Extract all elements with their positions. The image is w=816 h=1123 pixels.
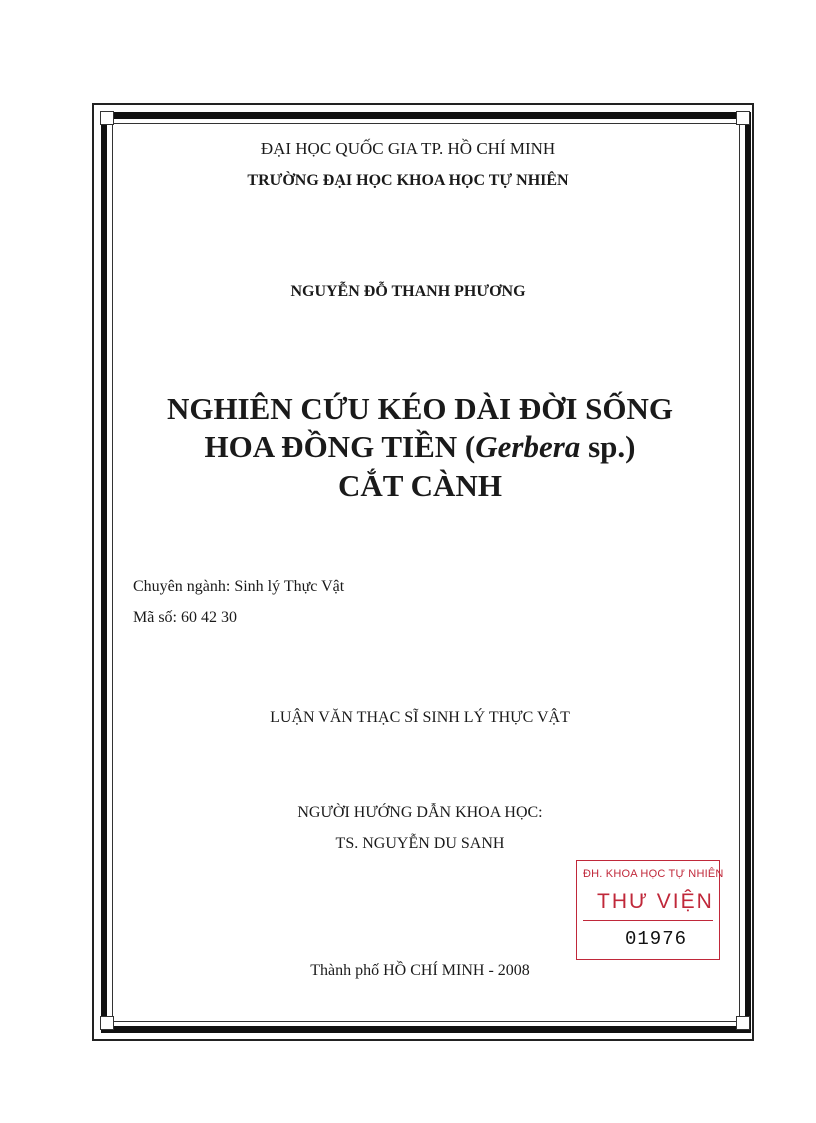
university-name: ĐẠI HỌC QUỐC GIA TP. HỒ CHÍ MINH [260, 139, 556, 158]
library-stamp [573, 856, 723, 964]
stamp-rule [583, 920, 713, 921]
stamp-library-label: THƯ VIỆN [597, 890, 714, 913]
title-genus-italic: Gerbera [475, 429, 581, 464]
major-code: Mã số: 60 42 30 [133, 609, 237, 626]
title-line-2-prefix: HOA ĐỒNG TIỀN ( [204, 429, 476, 464]
title-line-2-suffix: sp.) [580, 429, 636, 464]
border-corner-bottom-left [100, 1016, 114, 1030]
border-corner-top-left [100, 111, 114, 125]
thesis-title-line-3: CẮT CÀNH [338, 468, 502, 503]
stamp-number: 01976 [625, 928, 688, 950]
advisor-name: TS. NGUYỄN DU SANH [335, 835, 505, 852]
advisor-label: NGƯỜI HƯỚNG DẪN KHOA HỌC: [297, 804, 543, 821]
border-corner-bottom-right [736, 1016, 750, 1030]
thesis-type: LUẬN VĂN THẠC SĨ SINH LÝ THỰC VẬT [270, 709, 570, 726]
place-and-year: Thành phố HỒ CHÍ MINH - 2008 [310, 962, 530, 979]
stamp-org: ĐH. KHOA HỌC TỰ NHIÊN [583, 868, 724, 880]
border-corner-top-right [736, 111, 750, 125]
author-name: NGUYỄN ĐỖ THANH PHƯƠNG [290, 283, 526, 300]
thesis-title-line-1: NGHIÊN CỨU KÉO DÀI ĐỜI SỐNG [166, 391, 674, 426]
major-field: Chuyên ngành: Sinh lý Thực Vật [133, 578, 345, 595]
thesis-title-line-2 [0, 429, 816, 465]
school-name: TRƯỜNG ĐẠI HỌC KHOA HỌC TỰ NHIÊN [247, 172, 569, 189]
